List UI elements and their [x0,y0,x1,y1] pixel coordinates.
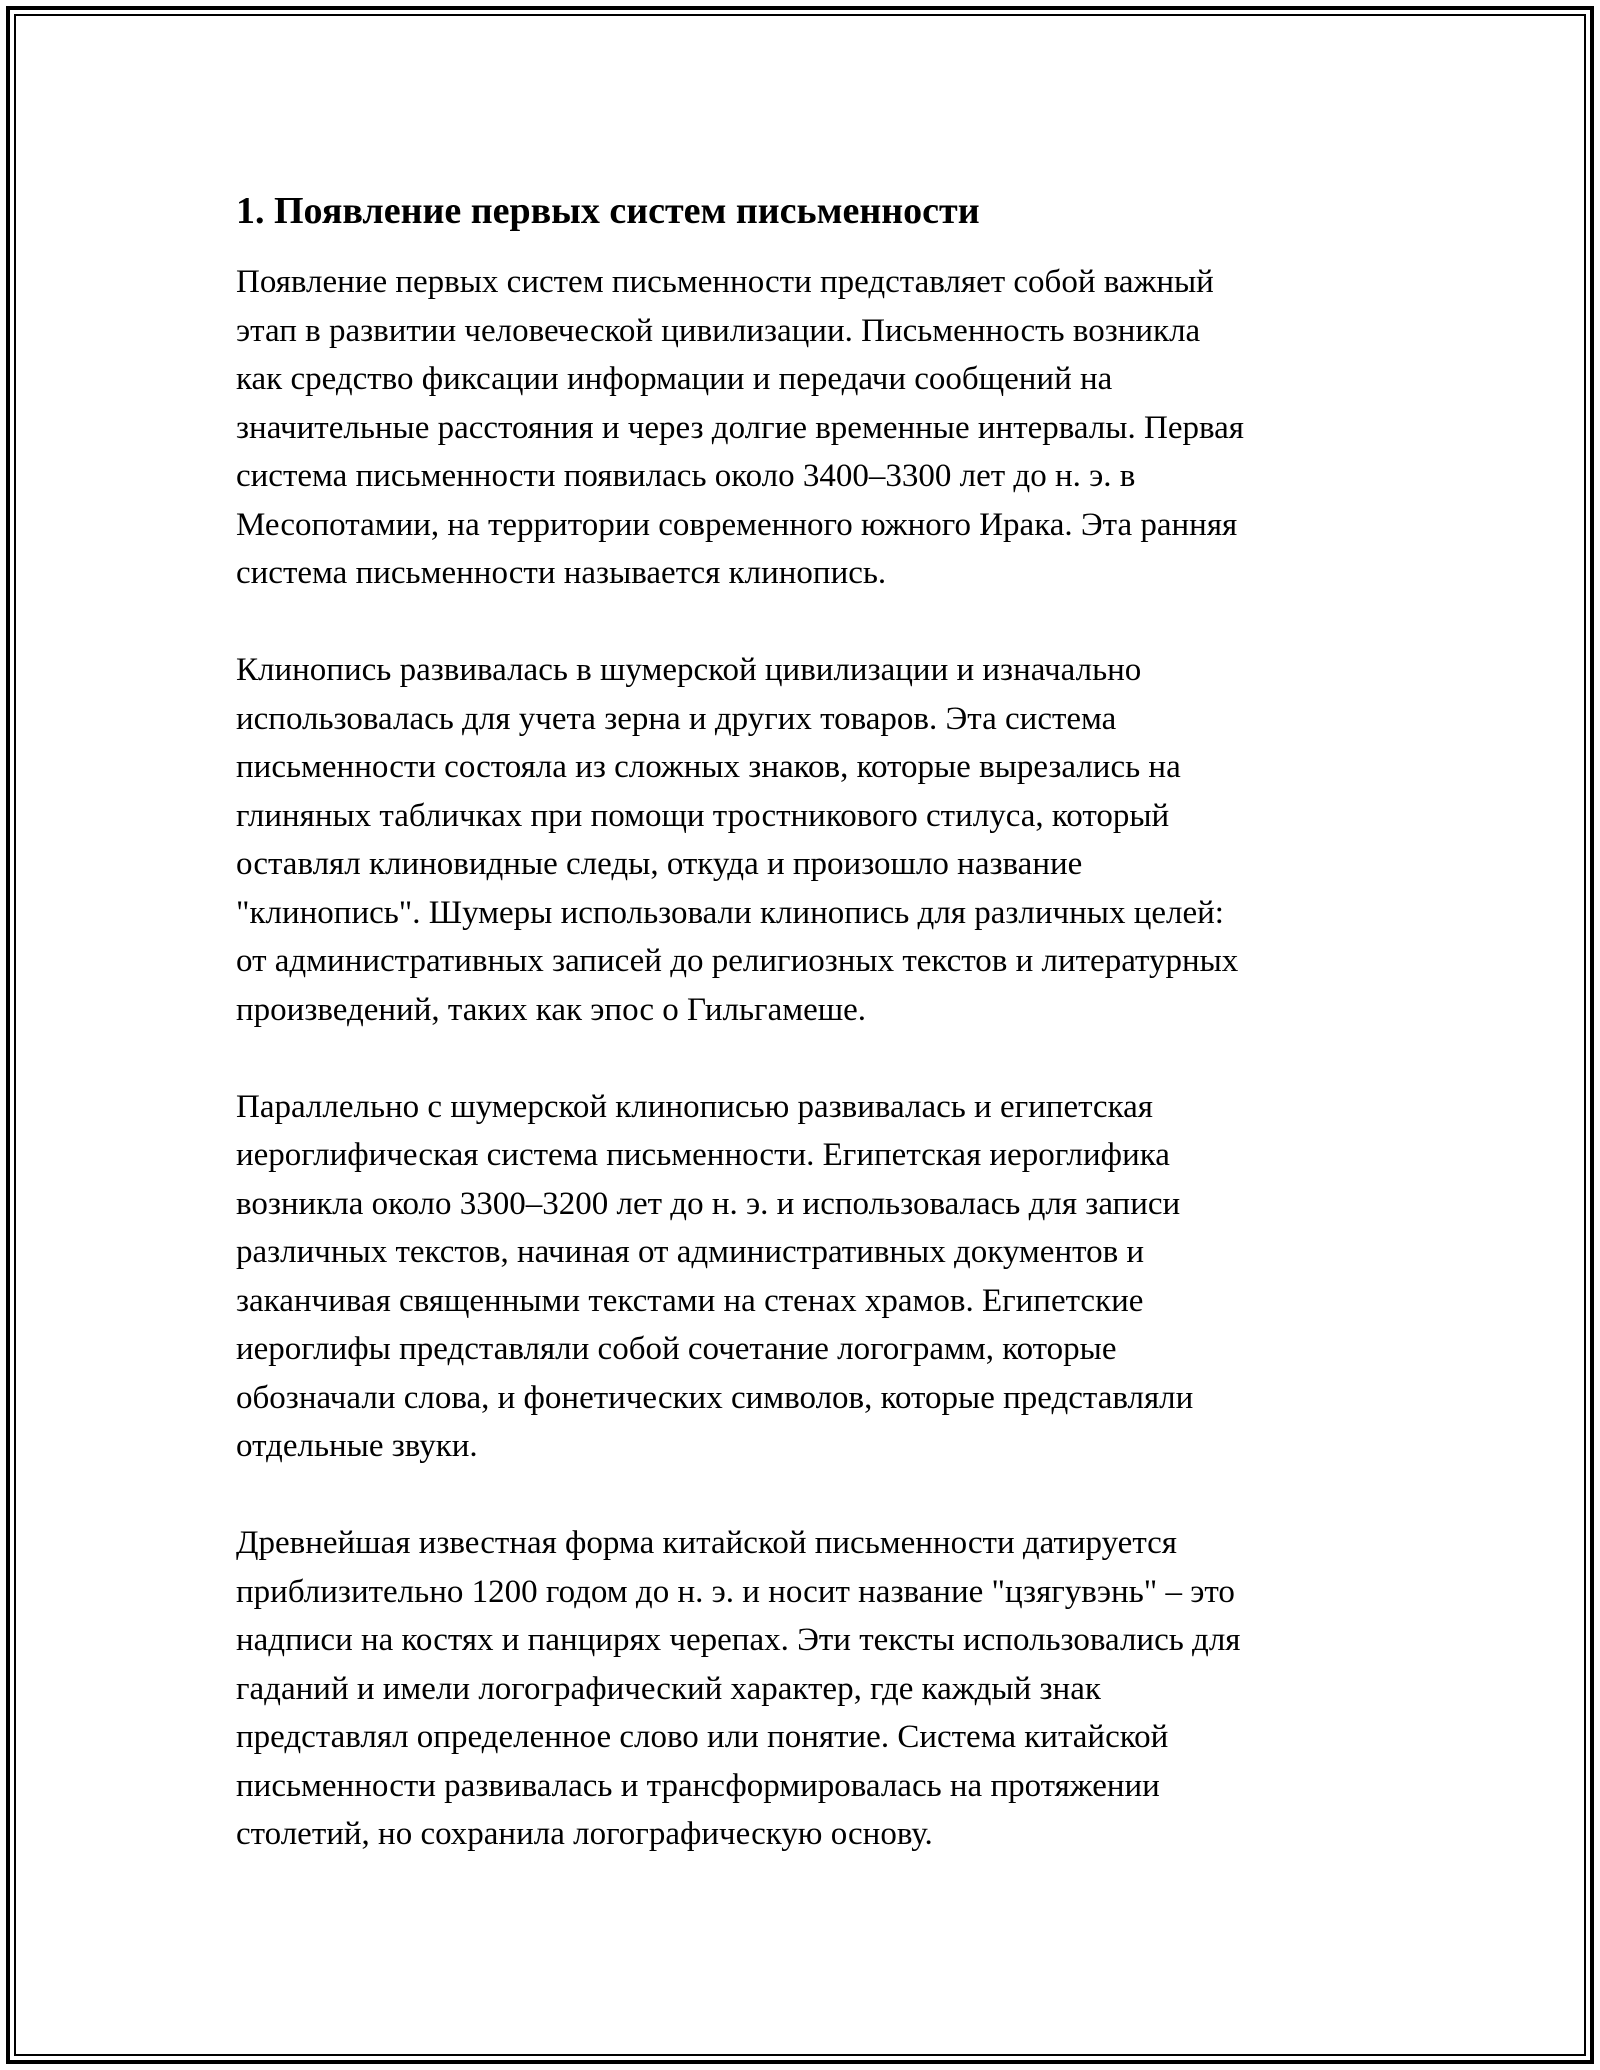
paragraph-cuneiform-origin [236,258,1366,598]
text-line: значительные расстояния и через долгие временные интервалы. Первая [236,409,1244,446]
document-body [236,186,1366,1907]
text-line: "клинопись". Шумеры использовали клинопись для различных целей: [236,894,1224,931]
text-line: отдельные звуки. [236,1428,478,1464]
text-line: этап в развитии человеческой цивилизации. Письменность возникла [236,312,1201,349]
text-line: обозначали слова, и фонетических символов, которые представляли [236,1379,1194,1416]
text-line: гаданий и имели логографический характер, где каждый знак [236,1670,1101,1707]
paragraph-chinese-writing [236,1519,1366,1859]
text-line: письменности развивалась и трансформировалась на протяжении [236,1767,1160,1804]
text-line: Месопотамии, на территории современного южного Ирака. Эта ранняя [236,506,1238,543]
text-line: Появление первых систем письменности представляет собой важный [236,264,1214,300]
text-line: иероглифы представляли собой сочетание логограмм, которые [236,1331,1117,1367]
text-line: возникла около 3300–3200 лет до н. э. и использовалась для записи [236,1185,1181,1222]
text-line: Клинопись развивалась в шумерской цивилизации и изначально [236,652,1142,688]
text-line: письменности состояла из сложных знаков, которые вырезались на [236,749,1181,785]
text-line: от административных записей до религиозных текстов и литературных [236,943,1239,979]
text-line: глиняных табличках при помощи тростникового стилуса, который [236,797,1170,834]
text-line: различных текстов, начиная от административных документов и [236,1234,1145,1270]
text-line: как средство фиксации информации и передачи сообщений на [236,361,1113,397]
text-line: система письменности называется клинопись. [236,555,887,591]
paragraph-sumerian-cuneiform [236,646,1366,1034]
text-line: столетий, но сохранила логографическую основу. [236,1816,933,1852]
text-line: надписи на костях и панцирях черепах. Эти тексты использовались для [236,1622,1241,1658]
text-line: произведений, таких как эпос о Гильгамеше. [236,991,867,1028]
paragraph-egyptian-hieroglyphs [236,1083,1366,1471]
text-line: иероглифическая система письменности. Египетская иероглифика [236,1137,1170,1173]
text-line: заканчивая священными текстами на стенах храмов. Египетские [236,1282,1144,1319]
text-line: система письменности появилась около 3400–3300 лет до н. э. в [236,458,1136,494]
text-line: использовалась для учета зерна и других товаров. Эта система [236,700,1117,737]
text-line: Параллельно с шумерской клинописью развивалась и египетская [236,1088,1153,1125]
text-line: представлял определенное слово или понятие. Система китайской [236,1719,1169,1755]
text-line: приблизительно 1200 годом до н. э. и носит название "цзягувэнь" – это [236,1573,1235,1610]
section-title: 1. Появление первых систем письменности [236,190,980,232]
text-line: оставлял клиновидные следы, откуда и произошло название [236,846,1083,882]
text-line: Древнейшая известная форма китайской письменности датируется [236,1525,1177,1561]
